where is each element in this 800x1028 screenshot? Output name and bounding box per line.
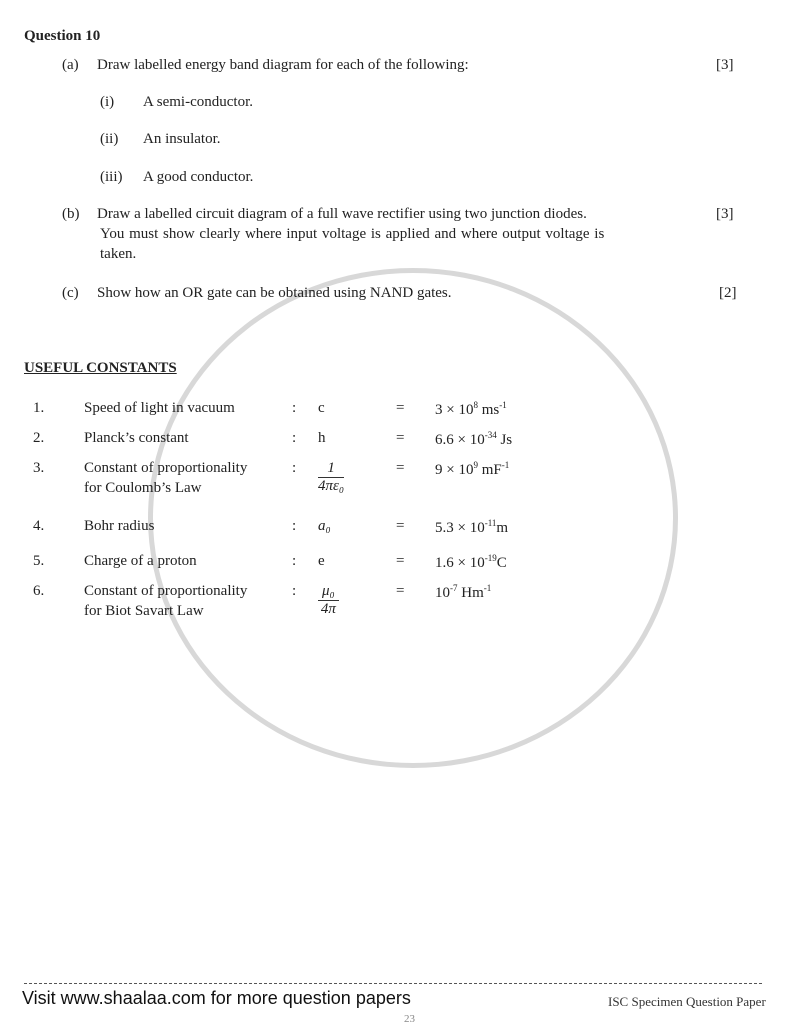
page-number: 23	[404, 1013, 415, 1025]
constant-value	[435, 518, 508, 537]
equals: =	[396, 430, 405, 446]
constant-value	[435, 400, 507, 419]
part-b-line: Draw a labelled circuit diagram of a full wave rectifier using two junction diodes.	[97, 206, 587, 222]
part-b-line: taken.	[100, 246, 137, 262]
constant-name: Bohr radius	[84, 518, 155, 534]
colon: :	[292, 430, 297, 446]
constant-number: 5.	[33, 553, 45, 569]
question-title: Question 10	[24, 28, 101, 44]
part-b-marks: [3]	[716, 206, 734, 222]
constant-name: Speed of light in vacuum	[84, 400, 235, 416]
sub-text: A good conductor.	[143, 169, 254, 185]
constant-symbol: a₀	[318, 518, 331, 534]
unit-exponent: -1	[499, 400, 507, 410]
value-exponent: -11	[484, 518, 497, 528]
constant-number: 1.	[33, 400, 45, 416]
part-a-label: (a)	[62, 57, 79, 73]
footer-title: ISC Specimen Question Paper	[608, 994, 766, 1009]
constant-symbol: e	[318, 553, 325, 569]
value-mantissa: 5.3 × 10	[435, 520, 485, 536]
equals: =	[396, 583, 405, 599]
colon: :	[292, 460, 297, 476]
constant-name: Constant of proportionality	[84, 583, 248, 599]
value-exponent: 9	[473, 460, 478, 470]
constant-number: 3.	[33, 460, 45, 476]
value-mantissa: 10	[435, 585, 450, 601]
constants-heading: USEFUL CONSTANTS	[24, 360, 177, 376]
sub-text: A semi-conductor.	[143, 94, 253, 110]
part-b-label: (b)	[62, 206, 80, 222]
constant-number: 2.	[33, 430, 45, 446]
constant-name: Constant of proportionality	[84, 460, 248, 476]
unit-exponent: -1	[501, 460, 510, 470]
equals: =	[396, 460, 405, 476]
value-exponent: -7	[450, 583, 458, 593]
equals: =	[396, 553, 405, 569]
sub-text: An insulator.	[143, 131, 221, 147]
constant-value	[435, 430, 512, 449]
part-a-text: Draw labelled energy band diagram for each of the following:	[97, 57, 469, 73]
constant-number: 6.	[33, 583, 45, 599]
constant-name: Charge of a proton	[84, 553, 197, 569]
colon: :	[292, 518, 297, 534]
colon: :	[292, 400, 297, 416]
footer-link-text: Visit www.shaalaa.com for more question papers	[22, 988, 411, 1008]
value-exponent: 8	[473, 400, 478, 410]
constant-value	[435, 553, 507, 572]
colon: :	[292, 553, 297, 569]
constant-name-line2: for Coulomb’s Law	[84, 480, 202, 496]
unit-exponent: -1	[483, 583, 492, 593]
value-unit: C	[496, 555, 507, 571]
constant-fraction	[318, 460, 344, 495]
value-mantissa: 9 × 10	[435, 462, 474, 478]
equals: =	[396, 400, 405, 416]
value-mantissa: 1.6 × 10	[435, 555, 485, 571]
constant-value	[435, 460, 509, 479]
part-b-line: You must show clearly where input voltage is applied and where output voltage is	[100, 226, 605, 242]
part-c-text: Show how an OR gate can be obtained using NAND gates.	[97, 285, 452, 301]
constant-name-line2: for Biot Savart Law	[84, 603, 204, 619]
part-c-marks: [2]	[719, 285, 737, 301]
value-unit: mF	[477, 462, 502, 478]
part-a-marks: [3]	[716, 57, 734, 73]
value-unit: Hm	[457, 585, 484, 601]
sub-label: (iii)	[100, 169, 123, 185]
fraction-numerator: 1	[318, 460, 344, 478]
colon: :	[292, 583, 297, 599]
part-c-label: (c)	[62, 285, 79, 301]
constant-symbol: h	[318, 430, 326, 446]
fraction-denominator: 4π	[320, 601, 336, 617]
value-unit: ms	[477, 402, 500, 418]
sub-label: (ii)	[100, 131, 119, 147]
constant-value	[435, 583, 491, 602]
fraction-denominator: 4πε₀	[318, 478, 345, 494]
constant-fraction	[318, 583, 339, 618]
value-unit: m	[496, 520, 509, 536]
fraction-numerator: μ₀	[318, 583, 339, 601]
constant-symbol: c	[318, 400, 325, 416]
watermark-circle	[148, 268, 678, 768]
sub-label: (i)	[100, 94, 115, 110]
value-exponent: -19	[484, 553, 497, 563]
footer-divider	[24, 983, 762, 984]
value-unit: Js	[496, 432, 513, 448]
value-mantissa: 3 × 10	[435, 402, 474, 418]
constant-number: 4.	[33, 518, 45, 534]
value-exponent: -34	[484, 430, 497, 440]
equals: =	[396, 518, 405, 534]
value-mantissa: 6.6 × 10	[435, 432, 485, 448]
constant-name: Planck’s constant	[84, 430, 189, 446]
